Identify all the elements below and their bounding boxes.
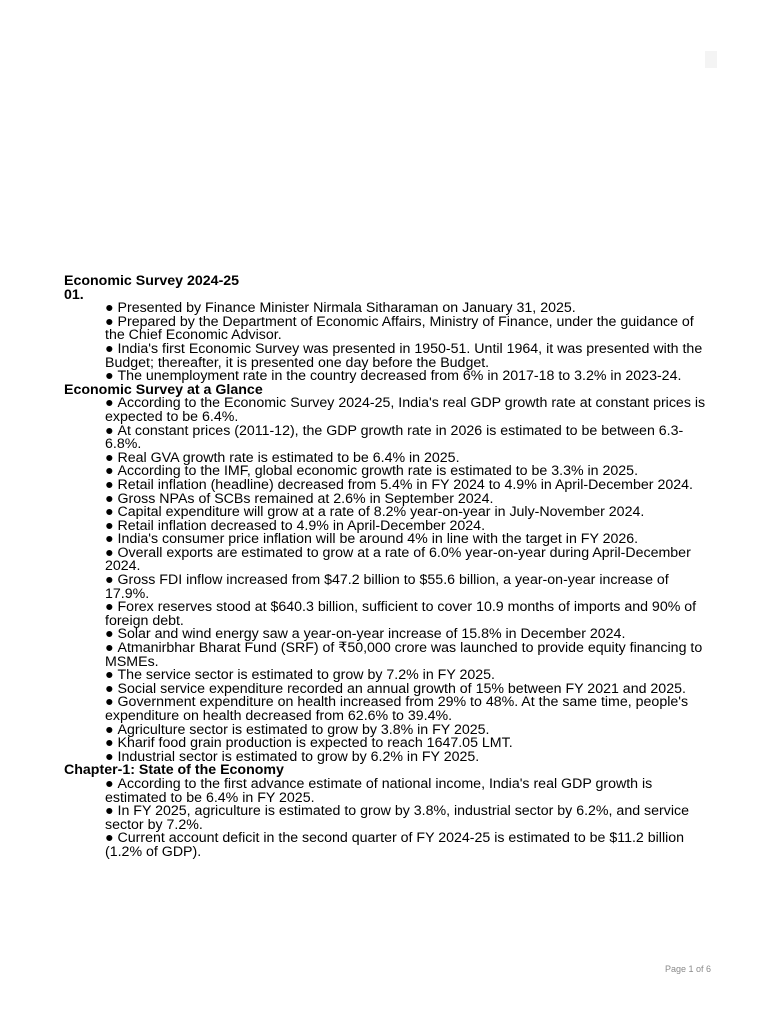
- list-item: ● According to the IMF, global economic growth rate is estimated to be 3.3% in 2025.: [105, 465, 714, 479]
- list-item: ● Gross NPAs of SCBs remained at 2.6% in September 2024.: [105, 493, 714, 507]
- list-item: ● Kharif food grain production is expected to reach 1647.05 LMT.: [105, 737, 714, 751]
- list-item: ● Current account deficit in the second quarter of FY 2024-25 is estimated to be $11.2 billion (1.2% of GDP).: [105, 832, 714, 859]
- document-title: Economic Survey 2024-25: [64, 273, 240, 289]
- list-item: ● Government expenditure on health increased from 29% to 48%. At the same time, people's expenditure on health decreased from 62.6% to 39.4%.: [105, 696, 714, 723]
- list-item: ● Social service expenditure recorded an annual growth of 15% between FY 2021 and 2025.: [105, 683, 714, 697]
- glance-heading: Economic Survey at a Glance: [64, 381, 263, 398]
- list-item: ● India's consumer price inflation will be around 4% in line with the target in FY 2026.: [105, 533, 714, 547]
- list-item: ● Industrial sector is estimated to grow by 6.2% in FY 2025.: [105, 751, 714, 765]
- list-item: ● The service sector is estimated to grow by 7.2% in FY 2025.: [105, 669, 714, 683]
- list-item: ● Presented by Finance Minister Nirmala Sitharaman on January 31, 2025.: [105, 302, 714, 316]
- page-number: Page 1 of 6: [665, 964, 712, 974]
- glance-list: [64, 397, 714, 764]
- list-item: ● According to the Economic Survey 2024-25, India's real GDP growth rate at constant prices is expected to be 6.4%.: [105, 397, 714, 424]
- list-item: ● The unemployment rate in the country decreased from 6% in 2017-18 to 3.2% in 2023-24.: [105, 370, 714, 384]
- page-corner-mark: [705, 51, 717, 68]
- section-number: 01.: [64, 286, 84, 303]
- list-item: ● According to the first advance estimate of national income, India's real GDP growth is estimated to be 6.4% in FY 2025.: [105, 778, 714, 805]
- list-item: ● At constant prices (2011-12), the GDP growth rate in 2026 is estimated to be between 6.3-6.8%.: [105, 425, 714, 452]
- list-item: ● Overall exports are estimated to grow at a rate of 6.0% year-on-year during April-December 2024.: [105, 547, 714, 574]
- list-item: ● Agriculture sector is estimated to grow by 3.8% in FY 2025.: [105, 724, 714, 738]
- list-item: ● Solar and wind energy saw a year-on-year increase of 15.8% in December 2024.: [105, 628, 714, 642]
- list-item: ● Gross FDI inflow increased from $47.2 billion to $55.6 billion, a year-on-year increase of 17.9%.: [105, 574, 714, 601]
- list-item: ● In FY 2025, agriculture is estimated to grow by 3.8%, industrial sector by 6.2%, and service sector by 7.2%.: [105, 805, 714, 832]
- list-item: ● Retail inflation (headline) decreased from 5.4% in FY 2024 to 4.9% in April-December 2024.: [105, 479, 714, 493]
- chapter-list: [64, 775, 714, 860]
- list-item: ● Real GVA growth rate is estimated to be 6.4% in 2025.: [105, 452, 714, 466]
- document-body: [64, 275, 714, 860]
- list-item: ● Retail inflation decreased to 4.9% in April-December 2024.: [105, 520, 714, 534]
- list-item: ● Prepared by the Department of Economic Affairs, Ministry of Finance, under the guidance of the Chief Economic Advisor.: [105, 316, 714, 343]
- list-item: ● Forex reserves stood at $640.3 billion, sufficient to cover 10.9 months of imports and 90% of foreign debt.: [105, 601, 714, 628]
- list-item: ● India's first Economic Survey was presented in 1950-51. Until 1964, it was presented with the Budget; thereafter, it is presented one day before the Budget.: [105, 343, 714, 370]
- list-item: ● Capital expenditure will grow at a rate of 8.2% year-on-year in July-November 2024.: [105, 506, 714, 520]
- intro-list: [64, 302, 714, 384]
- list-item: ● Atmanirbhar Bharat Fund (SRF) of ₹50,000 crore was launched to provide equity financing to MSMEs.: [105, 642, 714, 669]
- chapter-heading: Chapter-1: State of the Economy: [64, 762, 284, 779]
